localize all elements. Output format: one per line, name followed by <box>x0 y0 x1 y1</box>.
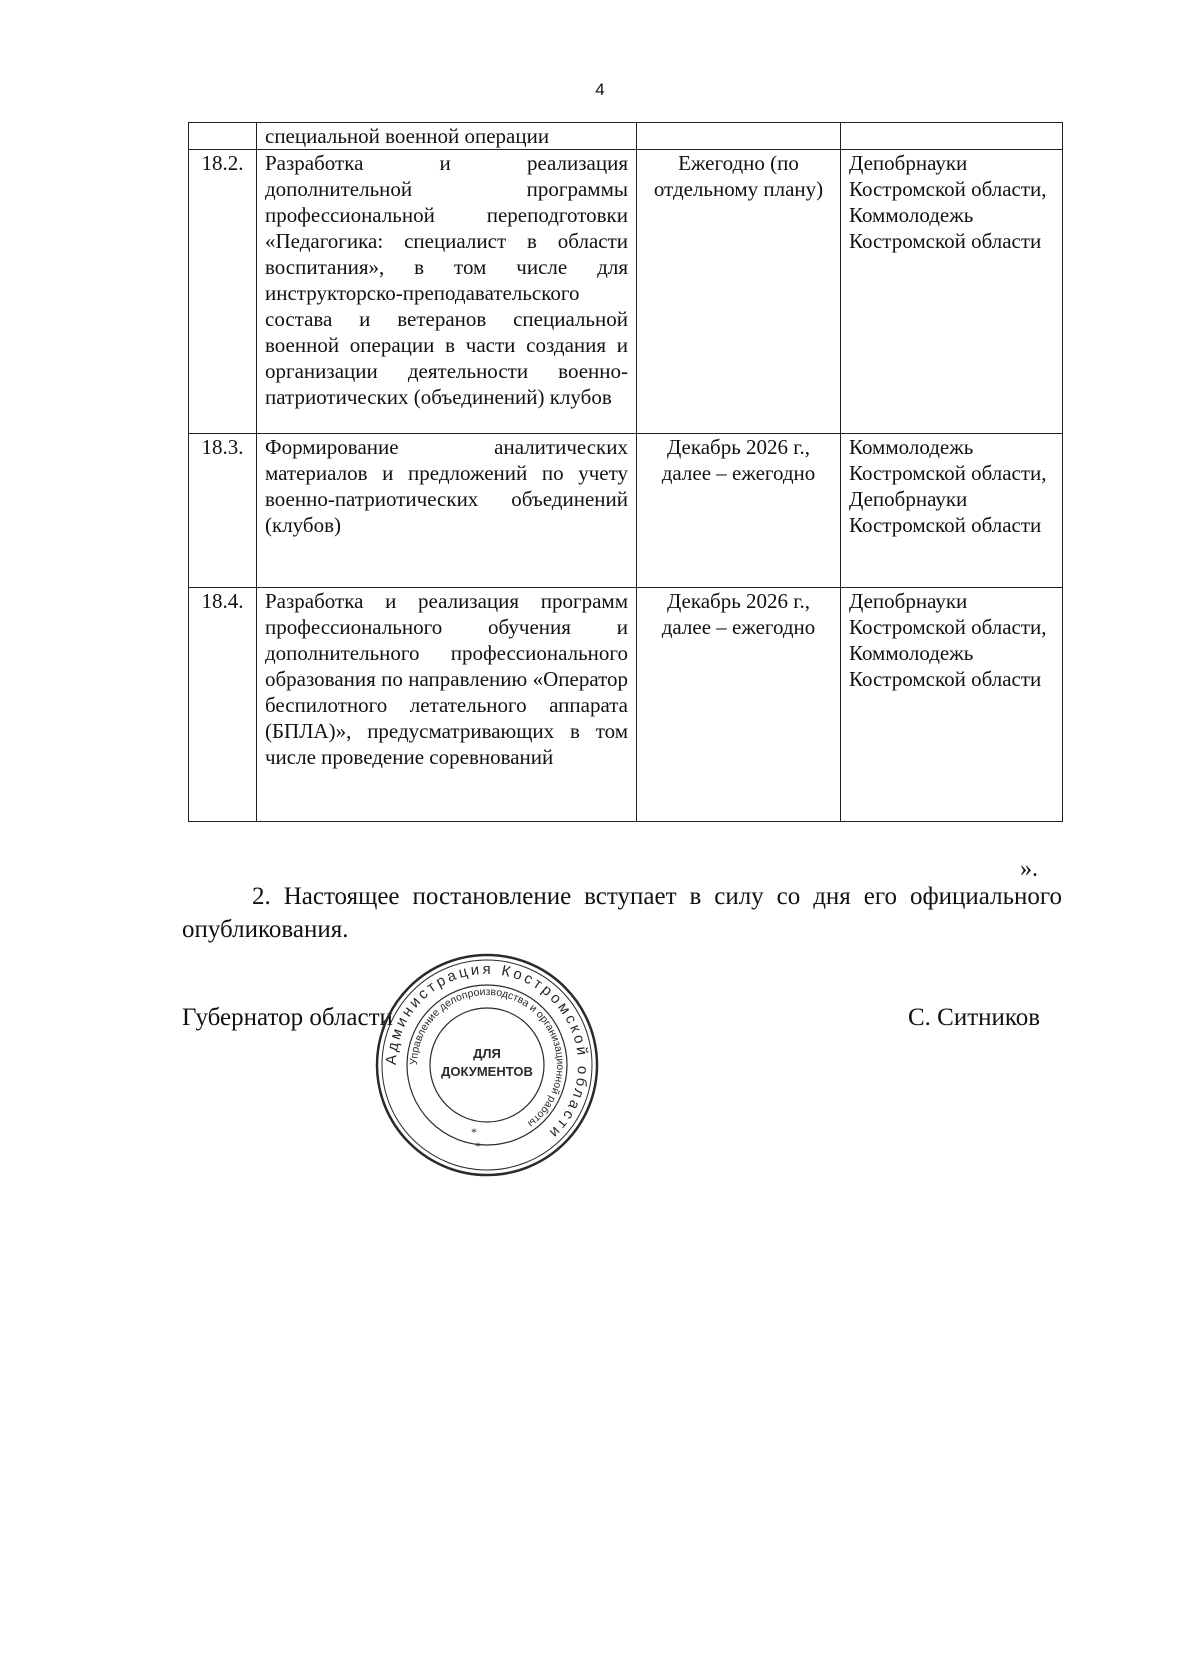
row-number: 18.3. <box>189 434 257 588</box>
row-term: Ежегодно (по отдельному плану) <box>637 150 841 434</box>
signatory-name: С. Ситников <box>908 1004 1041 1031</box>
table-row <box>189 150 1063 434</box>
signatory-title: Губернатор области <box>182 1004 393 1031</box>
row-responsible: Депобрнауки Костромской области, Коммолодежь Костромской области <box>841 150 1063 434</box>
seal-center-line-1: ДЛЯ <box>473 1046 501 1061</box>
row-term: Декабрь 2026 г., далее – ежегодно <box>637 434 841 588</box>
row-number: 18.2. <box>189 150 257 434</box>
action-plan-table <box>188 122 1063 822</box>
page-number: 4 <box>595 80 605 99</box>
seal-outer-text: Администрация Костромской области <box>382 960 592 1144</box>
row-action: Разработка и реализация дополнительной программы профессиональной переподготовки «Педагогика: специалист в области воспитания», в том числе для инструкторско-преподавательского состава и ветеранов специальной военной операции в части создания и организации деятельности военно-патриотических (объединений) клубов <box>257 150 637 434</box>
official-seal <box>374 952 600 1178</box>
row-number: 18.4. <box>189 588 257 822</box>
table-row <box>189 123 1063 150</box>
seal-star-icon: * <box>471 1125 477 1139</box>
seal-center-line-2: ДОКУМЕНТОВ <box>441 1064 533 1079</box>
row-action: Формирование аналитических материалов и предложений по учету военно-патриотических объединений (клубов) <box>257 434 637 588</box>
row-term: Декабрь 2026 г., далее – ежегодно <box>637 588 841 822</box>
row-term <box>637 123 841 150</box>
row-number <box>189 123 257 150</box>
closing-quote: ». <box>1020 856 1038 882</box>
table-row <box>189 434 1063 588</box>
clause-2: 2. Настоящее постановление вступает в силу со дня его официального опубликования. <box>182 883 1062 943</box>
row-action: специальной военной операции <box>257 123 637 150</box>
seal-star-icon: * <box>475 1139 481 1153</box>
row-action: Разработка и реализация программ профессионального обучения и дополнительного профессионального образования по направлению «Оператор беспилотного летательного аппарата (БПЛА)», предусматривающих в том числе проведение соревнований <box>257 588 637 822</box>
table-row <box>189 588 1063 822</box>
row-responsible <box>841 123 1063 150</box>
row-responsible: Депобрнауки Костромской области, Коммолодежь Костромской области <box>841 588 1063 822</box>
seal-inner-text: Управление делопроизводства и организационной работы <box>407 985 567 1130</box>
row-responsible: Коммолодежь Костромской области, Депобрнауки Костромской области <box>841 434 1063 588</box>
